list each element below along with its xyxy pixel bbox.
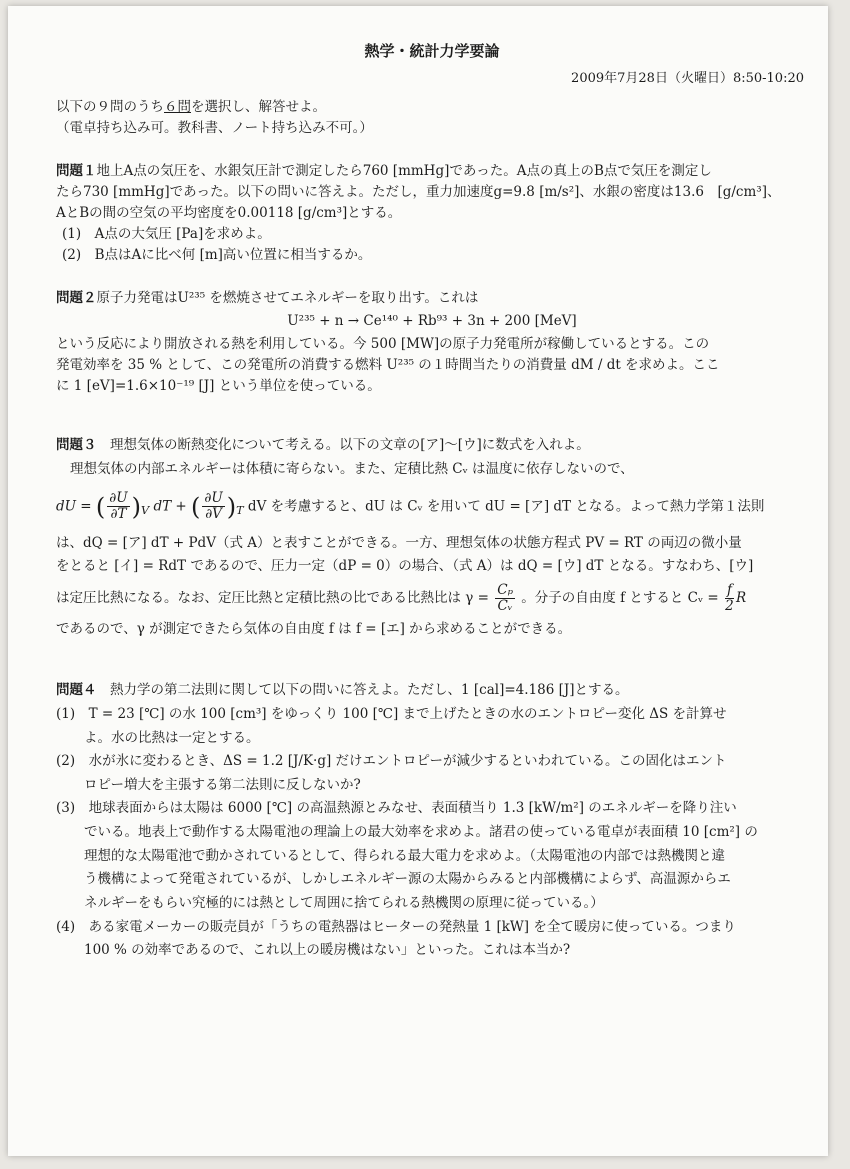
q3-line1: 理想気体の内部エネルギーは体積に寄らない。また、定積比熱 Cᵥ は温度に依存しないので、 bbox=[70, 461, 634, 478]
instruction-line bbox=[56, 97, 808, 118]
q3-line3: は、dQ = [ア] dT + PdV（式 A）と表すことができる。一方、理想気体の状態方程式 PV = RT の両辺の微小量 bbox=[56, 534, 742, 551]
sub-T: T bbox=[236, 503, 244, 517]
frac-f-2 bbox=[725, 583, 734, 614]
q3-line5 bbox=[56, 583, 808, 614]
q1-text1: 地上A点の気圧を、水銀気圧計で測定したら760 [mmHg]であった。A点の真上のB点で気圧を測定し bbox=[96, 163, 712, 180]
q4-s3c: 理想的な太陽電池で動かされているとして、得られる最大電力を求めよ。（太陽電池の内部では熱機関と違 bbox=[84, 847, 725, 864]
q2-reaction: U²³⁵ + n → Ce¹⁴⁰ + Rb⁹³ + 3n + 200 [MeV] bbox=[287, 312, 577, 329]
q3-title-text: 理想気体の断熱変化について考える。以下の文章の[ア]～[ウ]に数式を入れよ。 bbox=[110, 437, 590, 454]
q2-line1 bbox=[56, 288, 808, 309]
q3-label: 問題３ bbox=[56, 437, 97, 454]
frac-gamma bbox=[495, 583, 515, 614]
q4-s1b: よ。水の比熱は一定とする。 bbox=[84, 729, 260, 746]
question-1 bbox=[56, 161, 808, 266]
q4-s3e: ネルギーをもらい究極的には熱として周囲に捨てられる熱機関の原理に従っている。） bbox=[84, 894, 604, 911]
q1-line3: AとBの間の空気の平均密度を0.00118 [g/cm³]とする。 bbox=[56, 205, 402, 222]
frac-den-cv: Cᵥ bbox=[497, 597, 513, 614]
q1-sub2: (2) B点はAに比べ何 [m]高い位置に相当するか。 bbox=[62, 246, 372, 263]
frac-den-2: 2 bbox=[725, 597, 734, 614]
q4-s3b: でいる。地表上で動作する太陽電池の理論上の最大効率を求めよ。諸君の使っている電卓が表面積 10 [cm²] の bbox=[84, 824, 758, 841]
question-2 bbox=[56, 288, 808, 397]
q4-s2a: (2) 水が氷に変わるとき、ΔS = 1.2 [J/K·g] だけエントロピーが減少するといわれている。この固化はエント bbox=[56, 753, 727, 770]
frac-den-dT: ∂T bbox=[110, 506, 127, 523]
question-3 bbox=[56, 434, 808, 641]
exam-date: 2009年7月28日（火曜日）8:50-10:20 bbox=[571, 71, 804, 87]
instruction-emphasis: ６問 bbox=[164, 99, 191, 116]
q4-s4b: 100 % の効率であるので、これ以上の暖房機はない」といった。これは本当か? bbox=[84, 942, 571, 959]
q4-s3a: (3) 地球表面からは太陽は 6000 [℃] の高温熱源とみなせ、表面積当り 1.3 [kW/m²] のエネルギーを降り注い bbox=[56, 800, 737, 817]
q4-s3d: う機構によって発電されているが、しかしエネルギー源の太陽からみると内部機構によらず、高温源からエ bbox=[84, 871, 731, 888]
paren-close: ) bbox=[131, 492, 142, 521]
instruction-note: （電卓持ち込み可。教科書、ノート持ち込み不可。） bbox=[56, 120, 373, 137]
q3-line5-post: R bbox=[735, 589, 747, 606]
q1-line1 bbox=[56, 161, 808, 182]
q3-line2-t2: dV を考慮すると、dU は Cᵥ を用いて dU = [ア] dT となる。よって熱力学第１法則 bbox=[247, 498, 765, 515]
q3-line5-mid: 。分子の自由度 f とすると Cᵥ = bbox=[521, 589, 719, 606]
q2-line4: に 1 [eV]=1.6×10⁻¹⁹ [J] という単位を使っている。 bbox=[56, 377, 381, 394]
frac-den-dV: ∂V bbox=[205, 506, 222, 523]
exam-title: 熱学・統計力学要論 bbox=[364, 42, 500, 60]
q1-label: 問題１ bbox=[56, 163, 97, 180]
frac-num-cp: Cₚ bbox=[497, 581, 513, 598]
q3-line2-t1: dT + bbox=[153, 498, 187, 515]
question-4 bbox=[56, 679, 808, 963]
instruction-pre: 以下の９問のうち bbox=[56, 99, 164, 116]
q3-line6: であるので、γ が測定できたら気体の自由度 f は f = [エ] から求めることができる。 bbox=[56, 620, 572, 637]
q3-line4: をとると [イ] = RdT であるので、圧力一定（dP = 0）の場合、（式 A）は dQ = [ウ] dT となる。すなわち、[ウ] bbox=[56, 558, 754, 575]
paren-open-2: ( bbox=[191, 492, 201, 521]
q4-s1a: (1) T = 23 [℃] の水 100 [cm³] をゆっくり 100 [℃] まで上げたときの水のエントロピー変化 ΔS を計算せ bbox=[56, 705, 727, 722]
frac-dU-dV bbox=[202, 491, 224, 522]
q2-line2: という反応により開放される熱を利用している。今 500 [MW]の原子力発電所が稼働しているとする。この bbox=[56, 335, 710, 352]
q4-s2b: ロピー増大を主張する第二法則に反しないか? bbox=[84, 776, 361, 793]
sub-V: V bbox=[141, 503, 150, 517]
q4-label: 問題４ bbox=[56, 682, 97, 699]
paren-open: ( bbox=[95, 492, 106, 521]
q2-text1: 原子力発電はU²³⁵ を燃焼させてエネルギーを取り出す。これは bbox=[96, 289, 479, 306]
instruction-post: を選択し、解答せよ。 bbox=[191, 99, 326, 116]
paren-close-2: ) bbox=[226, 492, 237, 521]
frac-num-f: f bbox=[726, 581, 732, 598]
q3-line5-pre: は定圧比熱になる。なお、定圧比熱と定積比熱の比である比熱比は γ = bbox=[56, 589, 489, 606]
q3-line2-pre: dU = bbox=[56, 498, 92, 515]
frac-num-dU-2: ∂U bbox=[204, 490, 223, 507]
q3-line2 bbox=[56, 486, 808, 528]
q1-sub1: (1) A点の大気圧 [Pa]を求めよ。 bbox=[62, 226, 271, 242]
frac-num-dU: ∂U bbox=[109, 490, 128, 507]
q4-s4a: (4) ある家電メーカーの販売員が「うちの電熱器はヒーターの発熱量 1 [kW] を全て暖房に使っている。つまり bbox=[56, 918, 736, 935]
exam-sheet bbox=[8, 6, 828, 1156]
exam-content bbox=[56, 40, 808, 963]
q4-heading bbox=[56, 679, 808, 703]
q2-line3: 発電効率を 35 % として、この発電所の消費する燃料 U²³⁵ の１時間当たりの消費量 dM / dt を求めよ。ここ bbox=[56, 356, 720, 373]
q1-line2: たら730 [mmHg]であった。以下の問いに答えよ。ただし，重力加速度g=9.8 [m/s²]、水銀の密度は13.6 [g/cm³]、 bbox=[56, 184, 781, 201]
q3-heading bbox=[56, 434, 808, 458]
q2-label: 問題２ bbox=[56, 289, 97, 306]
frac-dU-dT bbox=[107, 491, 129, 522]
q4-title-text: 熱力学の第二法則に関して以下の問いに答えよ。ただし、1 [cal]=4.186 [J]とする。 bbox=[110, 682, 629, 699]
